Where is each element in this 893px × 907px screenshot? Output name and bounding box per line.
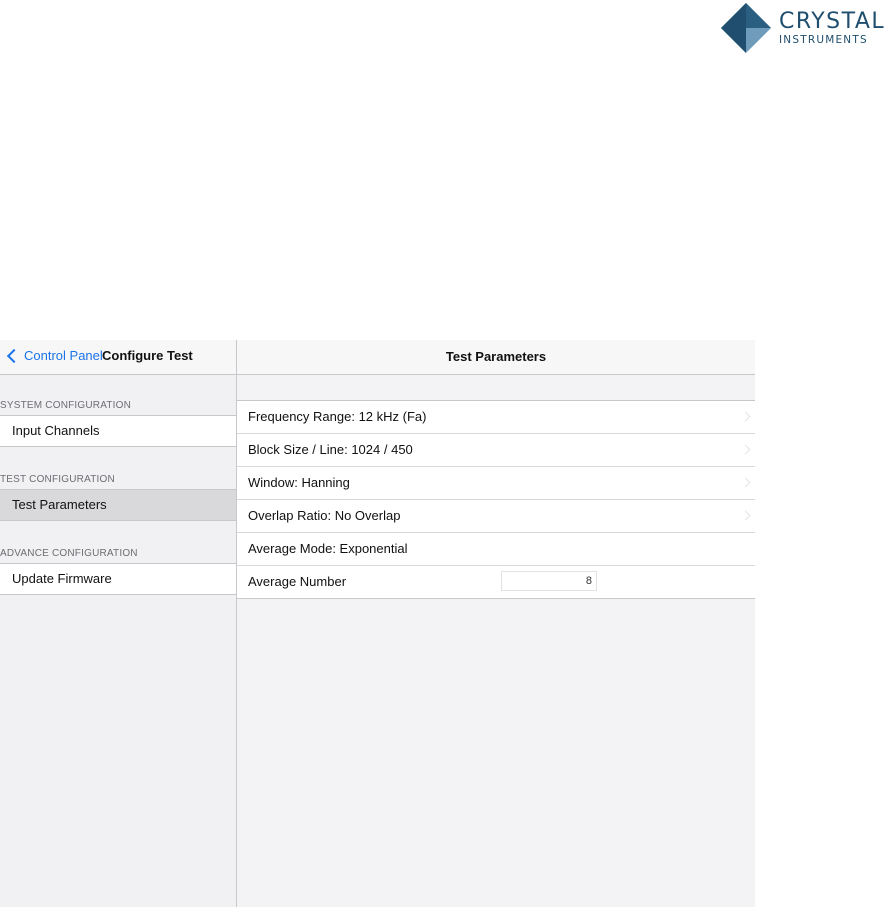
sidebar-item-label: Update Firmware [12,571,112,586]
master-title: Configure Test [102,348,193,363]
logo-wordmark-secondary: INSTRUMENTS [779,34,868,46]
row-average-number [237,566,755,598]
row-label: Block Size / Line: 1024 / 450 [248,442,413,457]
row-label: Frequency Range: 12 kHz (Fa) [248,409,427,424]
parameter-list [237,400,755,599]
row-overlap-ratio[interactable] [237,500,755,533]
section-header-advance: ADVANCE CONFIGURATION [0,548,138,559]
master-pane [0,340,237,907]
row-average-mode[interactable] [237,533,755,566]
chevron-right-icon [741,412,751,422]
row-frequency-range[interactable] [237,401,755,434]
sidebar-item-test-parameters[interactable] [0,489,236,521]
row-label: Window: Hanning [248,475,350,490]
chevron-right-icon [741,511,751,521]
row-block-size[interactable] [237,434,755,467]
row-label: Overlap Ratio: No Overlap [248,508,401,523]
detail-pane [237,340,755,907]
chevron-left-icon [7,348,21,362]
sidebar-item-input-channels[interactable] [0,415,236,447]
chevron-right-icon [741,478,751,488]
detail-title: Test Parameters [445,349,547,364]
back-button-label: Control Panel [24,348,103,363]
diamond-logo-icon [716,2,776,54]
average-number-input[interactable] [501,571,597,591]
sidebar-item-label: Test Parameters [12,497,107,512]
row-label: Average Mode: Exponential [248,541,408,556]
logo-wordmark-primary: CRYSTAL [779,9,886,34]
section-header-test: TEST CONFIGURATION [0,474,115,485]
row-window[interactable] [237,467,755,500]
master-navbar [0,340,236,375]
chevron-right-icon [741,445,751,455]
crystal-instruments-logo [716,2,893,54]
sidebar-item-label: Input Channels [12,423,100,438]
app-screen [0,340,755,907]
detail-navbar [237,340,755,375]
back-button[interactable] [6,348,103,363]
row-label: Average Number [248,574,347,589]
section-header-system: SYSTEM CONFIGURATION [0,400,132,411]
sidebar-item-update-firmware[interactable] [0,563,236,595]
